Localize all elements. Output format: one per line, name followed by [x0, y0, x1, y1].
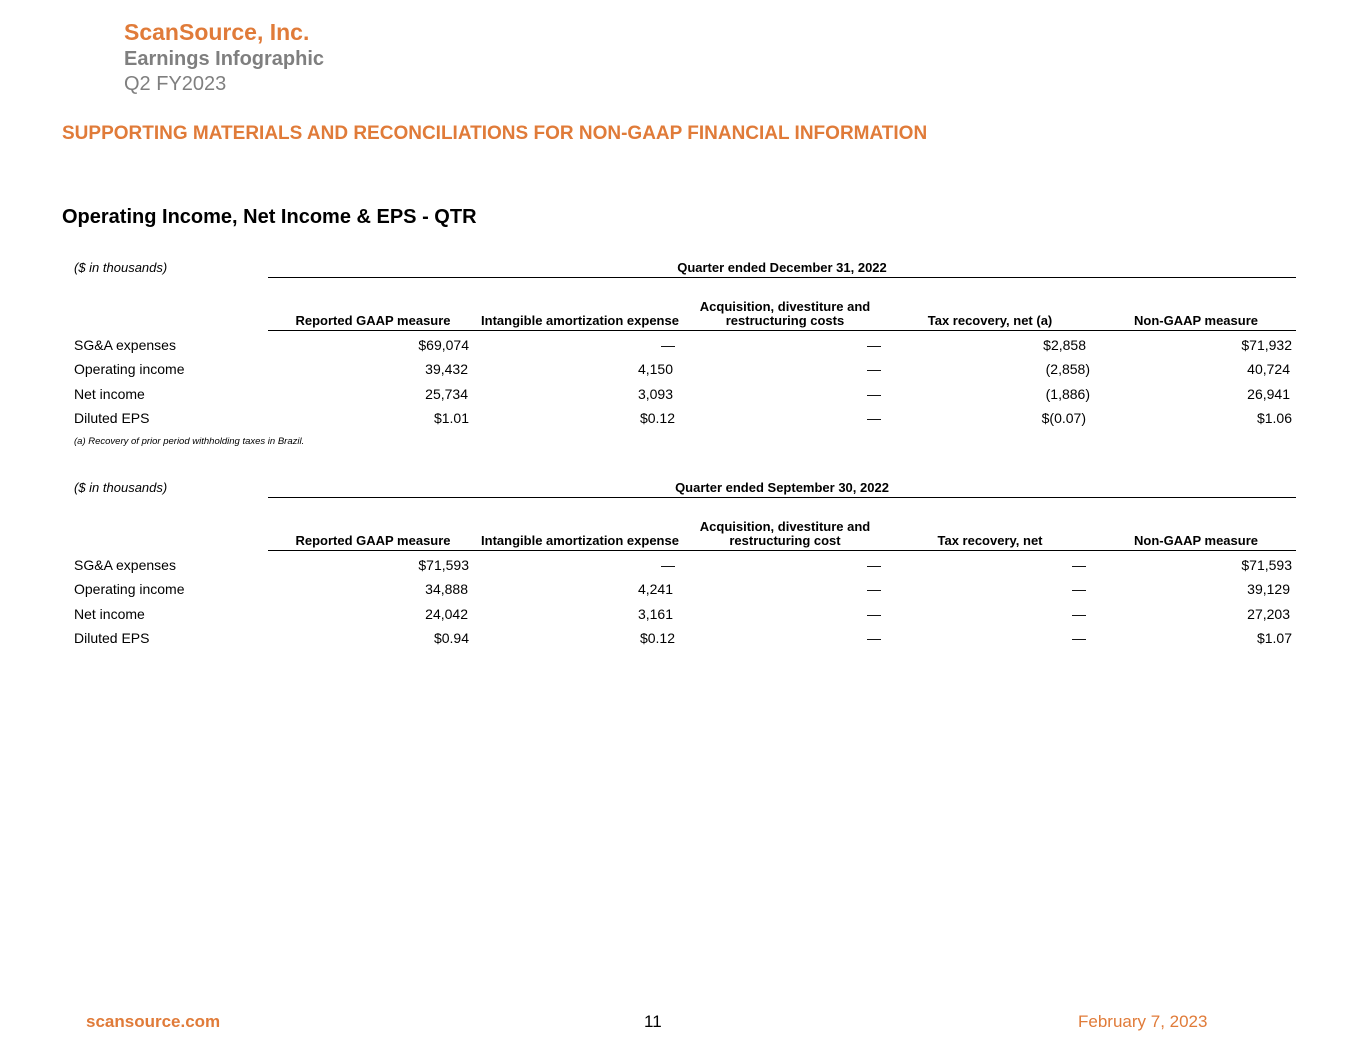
table-cell: — [867, 386, 881, 402]
table-cell: — [1072, 630, 1086, 646]
table-cell: 27,203 [1247, 606, 1290, 622]
document-subtitle: Earnings Infographic [124, 48, 325, 70]
table-cell: 24,042 [425, 606, 468, 622]
period-header: Quarter ended December 31, 2022 [677, 260, 887, 275]
table-cell: — [867, 410, 881, 426]
col-header-nongaap: Non-GAAP measure [1133, 313, 1258, 328]
table-cell: — [867, 557, 881, 573]
reconciliation-table-q-sep [0, 480, 1365, 660]
table-cell: 40,724 [1247, 361, 1290, 377]
table-cell: 25,734 [425, 386, 468, 402]
table-cell: 4,241 [637, 581, 673, 597]
table-cell: $1.07 [1256, 630, 1292, 646]
table-cell: $0.94 [433, 630, 469, 646]
table-cell: — [1072, 581, 1086, 597]
table-cell: 26,941 [1247, 386, 1290, 402]
table-cell: 4,150 [637, 361, 673, 377]
table-cell: $0.12 [639, 410, 675, 426]
section-title: Operating Income, Net Income & EPS - QTR [62, 206, 477, 228]
col-header-tax: Tax recovery, net [937, 533, 1043, 548]
table-cell: — [867, 606, 881, 622]
row-label: Net income [74, 606, 145, 622]
table-cell: — [867, 630, 881, 646]
table-cell: — [1072, 606, 1086, 622]
table-cell: $71,932 [1241, 337, 1292, 353]
table-cell: — [867, 361, 881, 377]
table-cell: $0.12 [639, 630, 675, 646]
company-name: ScanSource, Inc. [124, 19, 310, 45]
table-footnote: (a) Recovery of prior period withholding taxes in Brazil. [74, 436, 305, 447]
row-label: Operating income [74, 581, 185, 597]
col-header-nongaap: Non-GAAP measure [1133, 533, 1258, 548]
row-label: SG&A expenses [74, 337, 176, 353]
col-header-gaap: Reported GAAP measure [295, 313, 451, 328]
col-header-intangible: Intangible amortization expense [481, 533, 679, 548]
table-cell: $(0.07) [1041, 410, 1086, 426]
reconciliation-table-q-dec [0, 260, 1365, 460]
table-cell: 39,129 [1247, 581, 1290, 597]
table-cell: $71,593 [418, 557, 469, 573]
table-cell: $2,858 [1043, 337, 1086, 353]
table-cell: $69,074 [418, 337, 469, 353]
table-cell: $1.01 [433, 410, 469, 426]
table-cell: — [661, 557, 675, 573]
row-label: Diluted EPS [74, 410, 150, 426]
units-label: ($ in thousands) [74, 480, 168, 495]
row-label: Operating income [74, 361, 185, 377]
table-cell: — [867, 581, 881, 597]
header-rule [268, 497, 1296, 498]
table-cell: (1,886) [1045, 386, 1090, 402]
table-cell: $71,593 [1241, 557, 1292, 573]
footer-website-link[interactable]: scansource.com [86, 1012, 221, 1031]
col-header-acquisition: Acquisition, divestiture and restructuring costs [699, 299, 871, 328]
table-cell: (2,858) [1045, 361, 1090, 377]
row-label: Net income [74, 386, 145, 402]
page-number: 11 [644, 1012, 662, 1031]
column-header-rule [268, 330, 1296, 331]
page-banner: SUPPORTING MATERIALS AND RECONCILIATIONS FOR NON-GAAP FINANCIAL INFORMATION [62, 123, 928, 144]
table-cell: — [867, 337, 881, 353]
col-header-gaap: Reported GAAP measure [295, 533, 451, 548]
row-label: SG&A expenses [74, 557, 176, 573]
table-cell: 39,432 [425, 361, 468, 377]
period-header: Quarter ended September 30, 2022 [675, 480, 889, 495]
fiscal-period: Q2 FY2023 [124, 73, 227, 95]
table-cell: — [661, 337, 675, 353]
col-header-intangible: Intangible amortization expense [481, 313, 679, 328]
units-label: ($ in thousands) [74, 260, 168, 275]
table-cell: 3,161 [637, 606, 673, 622]
header-rule [268, 277, 1296, 278]
row-label: Diluted EPS [74, 630, 150, 646]
col-header-tax: Tax recovery, net (a) [927, 313, 1053, 328]
table-cell: — [1072, 557, 1086, 573]
column-header-rule [268, 550, 1296, 551]
footer-date: February 7, 2023 [1078, 1012, 1208, 1031]
table-cell: $1.06 [1256, 410, 1292, 426]
col-header-acquisition: Acquisition, divestiture and restructuring cost [699, 519, 871, 548]
table-cell: 3,093 [637, 386, 673, 402]
table-cell: 34,888 [425, 581, 468, 597]
